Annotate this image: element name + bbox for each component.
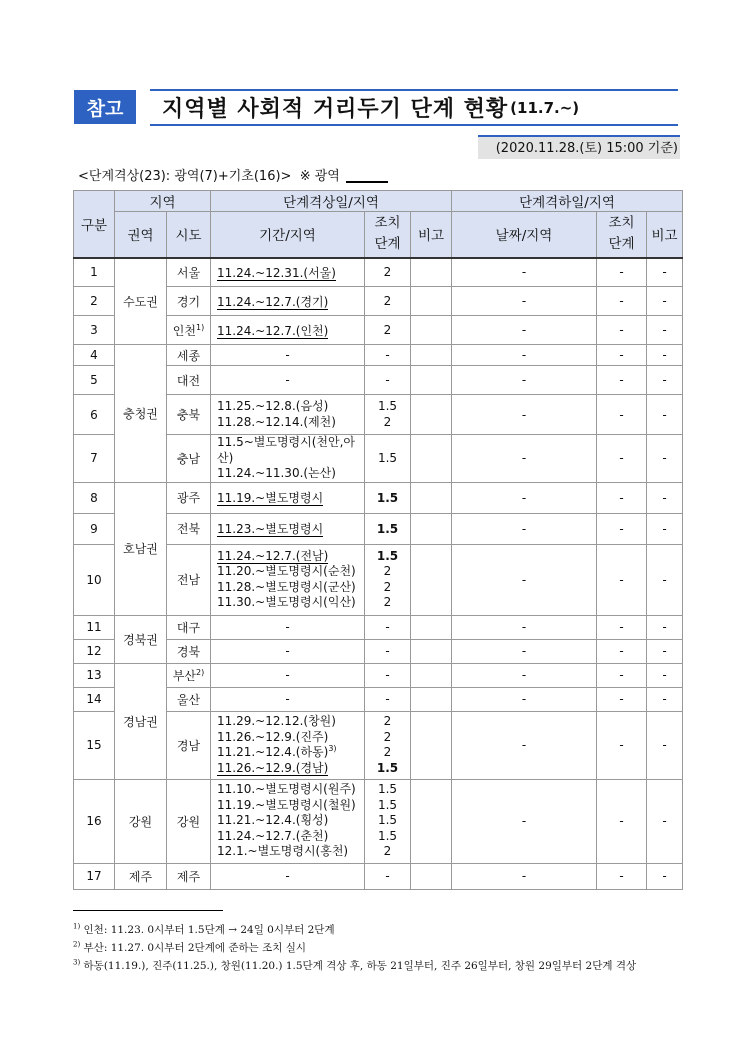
summary-text: <단계격상(23): 광역(7)+기초(16)> ※ 광역 [78, 169, 340, 184]
note-cell [411, 711, 452, 779]
period-text: - [285, 869, 290, 883]
downgrade-note-cell: - [647, 687, 683, 711]
period-cell [211, 482, 365, 513]
downgrade-level-cell: - [597, 639, 647, 663]
sido-cell [167, 544, 211, 615]
footnote-ref: 2) [195, 667, 205, 677]
period-line [217, 813, 364, 829]
title-bottom-rule [150, 124, 678, 126]
table-row [74, 663, 683, 687]
measure-level: - [385, 348, 390, 362]
measure-level: 2 [383, 729, 392, 744]
period-line [217, 714, 364, 730]
period-text: 11.30.~별도명령시(익산) [217, 595, 356, 609]
footnote-text: 부산: 11.27. 0시부터 2단계에 준하는 조치 실시 [83, 942, 306, 954]
region-group: 호남권 [115, 482, 167, 615]
note-cell [411, 863, 452, 889]
note-cell [411, 366, 452, 395]
table-row [74, 345, 683, 366]
downgrade-note-cell: - [647, 395, 683, 435]
row-number: 11 [74, 615, 115, 639]
measure-level-cell [365, 779, 411, 863]
sido-cell [167, 287, 211, 316]
measure-level: 2 [383, 844, 392, 859]
table-row [74, 615, 683, 639]
period-line [211, 869, 364, 883]
sido-cell [167, 513, 211, 544]
downgrade-note-cell: - [647, 435, 683, 483]
footnote-mark: 1) [73, 922, 81, 931]
downgrade-note-cell: - [647, 482, 683, 513]
note-cell [411, 615, 452, 639]
measure-level-cell [365, 395, 411, 435]
measure-level-cell [365, 687, 411, 711]
sido-cell [167, 663, 211, 687]
header-region: 지역 [115, 191, 211, 212]
footnote-ref: 3) [328, 744, 337, 753]
downgrade-note-cell: - [647, 544, 683, 615]
measure-level: 1.5 [377, 813, 398, 828]
downgrade-level-cell: - [597, 863, 647, 889]
row-number: 2 [74, 287, 115, 316]
note-cell [411, 639, 452, 663]
region-group: 경북권 [115, 615, 167, 663]
sido-cell [167, 615, 211, 639]
sido-cell [167, 258, 211, 287]
sido-cell [167, 687, 211, 711]
measure-level-cell [365, 482, 411, 513]
period-cell [211, 863, 365, 889]
region-group: 충청권 [115, 345, 167, 483]
measure-level: 1.5 [377, 828, 398, 843]
downgrade-note-cell: - [647, 366, 683, 395]
period-text: - [285, 620, 290, 634]
header-gwonyeok: 권역 [115, 212, 167, 258]
measure-level: 2 [383, 579, 392, 594]
period-cell [211, 345, 365, 366]
table-row [74, 258, 683, 287]
region-group: 강원 [115, 779, 167, 863]
footnote-text: 인천: 11.23. 0시부터 1.5단계 → 24일 0시부터 2단계 [83, 924, 335, 936]
page-title-text: 지역별 사회적 거리두기 단계 현황 [162, 97, 509, 122]
table-row [74, 779, 683, 863]
period-line [211, 692, 364, 706]
period-line [217, 415, 364, 431]
downgrade-note-cell: - [647, 316, 683, 345]
measure-level: 1.5 [376, 490, 399, 505]
sido-cell [167, 366, 211, 395]
downgrade-note-cell: - [647, 779, 683, 863]
note-cell [411, 544, 452, 615]
period-cell [211, 711, 365, 779]
period-line [217, 730, 364, 746]
period-text: 11.29.~12.12.(창원) [217, 714, 336, 728]
header-gubun: 구분 [74, 191, 115, 258]
sido-name: 경북 [176, 644, 201, 659]
downgrade-date-cell: - [452, 615, 597, 639]
downgrade-note-cell: - [647, 711, 683, 779]
period-line [217, 761, 364, 777]
row-number: 16 [74, 779, 115, 863]
period-line [211, 644, 364, 658]
period-text: 11.24.~12.7.(춘천) [217, 828, 329, 843]
period-line [217, 798, 364, 814]
period-text: 11.21.~12.4.(횡성) [217, 813, 329, 828]
measure-level-cell [365, 366, 411, 395]
downgrade-date-cell: - [452, 779, 597, 863]
downgrade-level-cell: - [597, 435, 647, 483]
downgrade-level-cell: - [597, 482, 647, 513]
period-text: 11.24.~11.30.(논산) [217, 466, 336, 480]
table-row [74, 482, 683, 513]
reference-badge: 참고 [74, 90, 136, 124]
period-text: 11.21.~12.4.(하동) [217, 745, 329, 759]
period-text: 11.24.~12.7.(인천) [217, 323, 329, 338]
downgrade-level-cell: - [597, 513, 647, 544]
sido-name: 울산 [176, 692, 201, 707]
period-cell [211, 395, 365, 435]
period-cell [211, 366, 365, 395]
downgrade-level-cell: - [597, 316, 647, 345]
note-cell [411, 482, 452, 513]
period-text: 11.10.~별도명령시(원주) [217, 782, 356, 797]
note-cell [411, 345, 452, 366]
downgrade-note-cell: - [647, 345, 683, 366]
downgrade-note-cell: - [647, 863, 683, 889]
measure-level: 1.5 [377, 451, 398, 466]
measure-level: 2 [383, 745, 392, 759]
footnote-mark: 2) [73, 940, 81, 949]
period-text: 11.24.~12.31.(서울) [217, 265, 336, 280]
measure-level: 2 [383, 564, 392, 578]
period-line [211, 668, 364, 682]
measure-level: 1.5 [376, 548, 399, 563]
measure-level: 2 [383, 294, 392, 308]
period-text: 11.24.~12.7.(전남) [217, 548, 329, 563]
sido-name: 부산 [172, 668, 196, 683]
measure-level-cell [365, 287, 411, 316]
period-cell [211, 687, 365, 711]
downgrade-level-cell: - [597, 345, 647, 366]
footnote-3 [73, 958, 636, 973]
measure-level: - [385, 668, 390, 682]
row-number: 9 [74, 513, 115, 544]
period-text: - [285, 644, 290, 658]
downgrade-level-cell: - [597, 687, 647, 711]
row-number: 10 [74, 544, 115, 615]
downgrade-note-cell: - [647, 639, 683, 663]
period-text: - [285, 373, 290, 387]
measure-level-cell [365, 663, 411, 687]
downgrade-date-cell: - [452, 366, 597, 395]
row-number: 15 [74, 711, 115, 779]
downgrade-level-cell: - [597, 779, 647, 863]
period-text: - [285, 348, 290, 362]
downgrade-level-cell: - [597, 663, 647, 687]
downgrade-date-cell: - [452, 345, 597, 366]
sido-cell [167, 639, 211, 663]
sido-name: 전북 [176, 522, 201, 536]
downgrade-date-cell: - [452, 639, 597, 663]
sido-cell [167, 316, 211, 345]
row-number: 12 [74, 639, 115, 663]
downgrade-date-cell: - [452, 395, 597, 435]
footnote-text: 하동(11.19.), 진주(11.25.), 창원(11.20.) 1.5단계 격상 후, 하동 21일부터, 진주 26일부터, 창원 29일부터 2단계 격상 [83, 960, 637, 972]
note-cell [411, 687, 452, 711]
row-number: 7 [74, 435, 115, 483]
period-cell [211, 615, 365, 639]
measure-level: 2 [383, 265, 392, 280]
downgrade-date-cell: - [452, 258, 597, 287]
period-text: - [285, 692, 290, 706]
period-cell [211, 513, 365, 544]
sido-cell [167, 482, 211, 513]
sido-name: 경기 [176, 294, 201, 309]
measure-level-cell [365, 316, 411, 345]
sido-name: 충남 [176, 451, 201, 466]
measure-level-cell [365, 513, 411, 544]
period-line [217, 322, 364, 339]
note-cell [411, 258, 452, 287]
header-note: 비고 [411, 212, 452, 258]
sido-cell [167, 345, 211, 366]
sido-name: 세종 [176, 348, 201, 363]
region-group: 수도권 [115, 258, 167, 345]
period-text: 11.28.~12.14.(제천) [217, 414, 336, 429]
period-cell [211, 287, 365, 316]
period-text: 11.24.~12.7.(경기) [217, 294, 329, 309]
period-cell [211, 663, 365, 687]
measure-level: 2 [383, 414, 392, 429]
sido-name: 광주 [176, 491, 201, 505]
sido-name: 경남 [176, 738, 201, 753]
period-cell [211, 316, 365, 345]
downgrade-level-cell: - [597, 258, 647, 287]
period-line [211, 348, 364, 362]
period-text: 11.28.~별도명령시(군산) [217, 579, 356, 594]
downgrade-date-cell: - [452, 863, 597, 889]
table-row [74, 863, 683, 889]
downgrade-date-cell: - [452, 435, 597, 483]
header-period: 기간/지역 [211, 212, 365, 258]
period-line [217, 580, 364, 596]
row-number: 1 [74, 258, 115, 287]
header-note-down: 비고 [647, 212, 683, 258]
sido-cell [167, 779, 211, 863]
period-text: 11.19.~별도명령시(철원) [217, 797, 356, 812]
sido-name: 대전 [176, 373, 201, 388]
header-downgrade: 단계격하일/지역 [452, 191, 683, 212]
row-number: 14 [74, 687, 115, 711]
footnote-1 [73, 922, 335, 937]
downgrade-date-cell: - [452, 663, 597, 687]
footnote-mark: 3) [73, 958, 81, 967]
measure-level: - [385, 620, 390, 634]
sido-name: 충북 [176, 408, 201, 422]
measure-level: 2 [383, 714, 392, 728]
period-line [211, 373, 364, 387]
note-cell [411, 513, 452, 544]
measure-level-cell [365, 615, 411, 639]
downgrade-note-cell: - [647, 615, 683, 639]
measure-level: 1.5 [376, 760, 399, 775]
sido-name: 서울 [176, 265, 201, 280]
header-sido: 시도 [167, 212, 211, 258]
summary-line [78, 165, 388, 184]
downgrade-note-cell: - [647, 663, 683, 687]
region-group: 제주 [115, 863, 167, 889]
downgrade-note-cell: - [647, 513, 683, 544]
sido-cell [167, 395, 211, 435]
downgrade-level-cell: - [597, 615, 647, 639]
page-title-suffix: (11.7.~) [510, 98, 580, 117]
period-line [217, 844, 364, 860]
measure-level-cell [365, 863, 411, 889]
period-text: 11.25.~12.8.(음성) [217, 399, 329, 413]
measure-level: - [385, 644, 390, 658]
measure-level: 1.5 [376, 521, 399, 536]
sido-cell [167, 863, 211, 889]
row-number: 4 [74, 345, 115, 366]
footnote-2 [73, 940, 306, 955]
period-text: - [285, 668, 290, 682]
period-line [217, 829, 364, 845]
sido-name: 제주 [176, 869, 201, 884]
period-line [217, 264, 364, 281]
period-line [217, 520, 364, 537]
period-line [211, 620, 364, 634]
header-upgrade: 단계격상일/지역 [211, 191, 452, 212]
sido-name: 강원 [176, 814, 201, 829]
measure-level-cell [365, 639, 411, 663]
period-line [217, 564, 364, 580]
measure-level: 1.5 [377, 797, 398, 812]
footnote-ref: 1) [195, 322, 205, 332]
note-cell [411, 287, 452, 316]
header-date-region: 날짜/지역 [452, 212, 597, 258]
sido-cell [167, 711, 211, 779]
sido-name: 인천 [172, 323, 196, 338]
note-cell [411, 779, 452, 863]
period-line [217, 466, 364, 482]
sido-name: 전남 [176, 573, 201, 587]
downgrade-date-cell: - [452, 316, 597, 345]
downgrade-level-cell: - [597, 711, 647, 779]
reference-date: (2020.11.28.(토) 15:00 기준) [495, 141, 678, 156]
downgrade-note-cell: - [647, 287, 683, 316]
period-text: 11.26.~12.9.(진주) [217, 729, 329, 744]
measure-level-cell [365, 345, 411, 366]
page-title [150, 91, 678, 124]
period-cell [211, 779, 365, 863]
underline-legend-mark [346, 171, 388, 183]
period-cell [211, 258, 365, 287]
measure-level-cell [365, 711, 411, 779]
measure-level-cell [365, 258, 411, 287]
footnote-rule [73, 910, 223, 911]
measure-level-cell [365, 544, 411, 615]
note-cell [411, 663, 452, 687]
row-number: 17 [74, 863, 115, 889]
note-cell [411, 435, 452, 483]
period-text: 11.5~별도명령시(천안,아산) [217, 435, 356, 465]
measure-level: 1.5 [377, 399, 398, 413]
measure-level: 2 [383, 595, 392, 609]
downgrade-note-cell: - [647, 258, 683, 287]
measure-level: 1.5 [377, 782, 398, 797]
period-cell [211, 435, 365, 483]
note-cell [411, 316, 452, 345]
row-number: 3 [74, 316, 115, 345]
downgrade-date-cell: - [452, 544, 597, 615]
period-text: 11.20.~별도명령시(순천) [217, 564, 356, 578]
header-measure: 조치 단계 [365, 212, 411, 258]
measure-level-cell [365, 435, 411, 483]
period-line [217, 435, 364, 466]
measure-level: 2 [383, 323, 392, 337]
region-group: 경남권 [115, 663, 167, 779]
row-number: 8 [74, 482, 115, 513]
period-text: 11.26.~12.9.(경남) [217, 760, 329, 775]
downgrade-level-cell: - [597, 395, 647, 435]
distancing-table [73, 190, 683, 890]
downgrade-level-cell: - [597, 366, 647, 395]
table-body [74, 258, 683, 890]
sido-cell [167, 435, 211, 483]
period-line [217, 549, 364, 565]
downgrade-level-cell: - [597, 544, 647, 615]
period-line [217, 595, 364, 611]
measure-level: - [385, 692, 390, 706]
period-cell [211, 639, 365, 663]
row-number: 6 [74, 395, 115, 435]
downgrade-date-cell: - [452, 687, 597, 711]
row-number: 5 [74, 366, 115, 395]
downgrade-date-cell: - [452, 482, 597, 513]
downgrade-date-cell: - [452, 711, 597, 779]
period-text: 11.23.~별도명령시 [217, 522, 324, 536]
period-line [217, 399, 364, 415]
period-text: 11.19.~별도명령시 [217, 491, 324, 505]
period-text: 12.1.~별도명령시(홍천) [217, 844, 349, 859]
row-number: 13 [74, 663, 115, 687]
measure-level: - [385, 373, 390, 387]
sido-name: 대구 [176, 620, 201, 635]
downgrade-date-cell: - [452, 287, 597, 316]
period-line [217, 489, 364, 506]
downgrade-date-cell: - [452, 513, 597, 544]
period-line [217, 782, 364, 798]
downgrade-level-cell: - [597, 287, 647, 316]
header-measure-down: 조치 단계 [597, 212, 647, 258]
note-cell [411, 395, 452, 435]
measure-level: - [385, 869, 390, 883]
period-cell [211, 544, 365, 615]
period-line [217, 745, 364, 761]
period-line [217, 293, 364, 310]
